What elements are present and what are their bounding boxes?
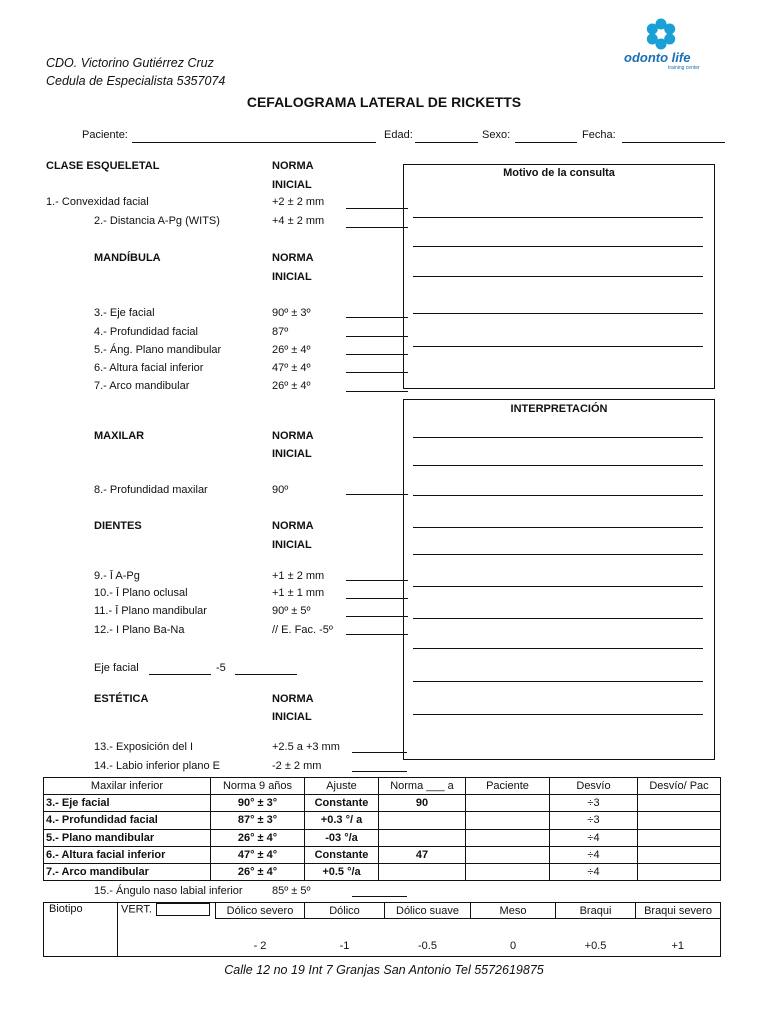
biotipo-type: Meso [471, 903, 556, 919]
table-header: Ajuste [305, 778, 379, 795]
interpretacion-line[interactable] [413, 681, 703, 682]
table-cell: ÷3 [550, 812, 638, 829]
biotipo-value: -0.5 [385, 919, 471, 957]
item-norm: 90º ± 3º [272, 307, 311, 319]
item-norm: +2.5 a +3 mm [272, 741, 340, 753]
table-cell: 5.- Plano mandibular [44, 829, 211, 846]
section-mandibula: MANDÍBULA [94, 252, 161, 264]
item-norm: 47º ± 4º [272, 362, 311, 374]
item-label: 3.- Eje facial [94, 307, 155, 319]
table-header: Paciente [466, 778, 550, 795]
item-answer-line[interactable] [346, 598, 408, 599]
biotipo-value: +0.5 [556, 919, 636, 957]
table-cell: Constante [305, 795, 379, 812]
vert-input-box[interactable] [156, 903, 210, 916]
table-cell: ÷3 [550, 795, 638, 812]
table-cell[interactable] [379, 829, 466, 846]
label-sexo: Sexo: [482, 129, 511, 141]
section-dientes: DIENTES [94, 520, 142, 532]
eje-facial-field[interactable] [149, 674, 211, 675]
table-cell: 3.- Eje facial [44, 795, 211, 812]
item-label: 1.- Convexidad facial [46, 196, 149, 208]
table-cell: -03 °/a [305, 829, 379, 846]
table-header: Maxilar inferior [44, 778, 211, 795]
item-answer-line[interactable] [346, 317, 408, 318]
logo [624, 14, 708, 74]
doctor-name: CDO. Victorino Gutiérrez Cruz [46, 56, 214, 70]
table-cell[interactable] [638, 863, 721, 880]
item-answer-line[interactable] [352, 771, 407, 772]
table-row [44, 829, 721, 846]
table-cell: 7.- Arco mandibular [44, 863, 211, 880]
table-cell: ÷4 [550, 863, 638, 880]
biotipo-table [43, 902, 721, 957]
table-cell: 90° ± 3° [211, 795, 305, 812]
table-cell[interactable]: 47 [379, 846, 466, 863]
item-answer-line[interactable] [346, 634, 408, 635]
eje-facial-result-field[interactable] [235, 674, 297, 675]
inicial-heading: INICIAL [272, 448, 312, 460]
inicial-heading: INICIAL [272, 271, 312, 283]
biotipo-value: +1 [636, 919, 721, 957]
maxilar-inferior-table [43, 777, 721, 881]
biotipo-label: Biotipo [44, 903, 118, 957]
item-norm: 26º ± 4º [272, 344, 311, 356]
footer-address: Calle 12 no 19 Int 7 Granjas San Antonio Tel 5572619875 [224, 963, 544, 977]
license-number: Cedula de Especialista 5357074 [46, 74, 226, 88]
table-cell[interactable] [379, 812, 466, 829]
interpretacion-line[interactable] [413, 714, 703, 715]
item-label: 9.- Ī A-Pg [94, 570, 140, 582]
item-norm: 85º ± 5º [272, 885, 311, 897]
table-header: Norma ___ a [379, 778, 466, 795]
biotipo-type: Braqui [556, 903, 636, 919]
item-answer-line[interactable] [346, 616, 408, 617]
table-row [44, 795, 721, 812]
interpretacion-line[interactable] [413, 527, 703, 528]
inicial-heading: INICIAL [272, 539, 312, 551]
item-label: 7.- Arco mandibular [94, 380, 190, 392]
interpretacion-line[interactable] [413, 554, 703, 555]
logo-subtext: training center [668, 65, 700, 71]
table-header: Desvío [550, 778, 638, 795]
table-cell[interactable] [466, 863, 550, 880]
interpretacion-line[interactable] [413, 618, 703, 619]
item-answer-line[interactable] [346, 354, 408, 355]
interpretacion-line[interactable] [413, 648, 703, 649]
table-cell: ÷4 [550, 846, 638, 863]
table-cell: 47° ± 4° [211, 846, 305, 863]
item-answer-line[interactable] [346, 494, 408, 495]
item-label: 13.- Exposición del I [94, 741, 194, 753]
table-cell[interactable] [466, 846, 550, 863]
label-edad: Edad: [384, 129, 413, 141]
item-norm: 90º ± 5º [272, 605, 311, 617]
item-label: 2.- Distancia A-Pg (WITS) [94, 215, 220, 227]
inicial-heading: INICIAL [272, 179, 312, 191]
table-header-row [44, 778, 721, 795]
vert-label: VERT. [121, 903, 152, 916]
vert-cell [118, 903, 216, 957]
table-cell[interactable] [466, 829, 550, 846]
label-paciente: Paciente: [82, 129, 128, 141]
biotipo-type: Braqui severo [636, 903, 721, 919]
interpretacion-line[interactable] [413, 495, 703, 496]
table-cell: 6.- Altura facial inferior [44, 846, 211, 863]
motivo-line[interactable] [413, 217, 703, 218]
item-label: 6.- Altura facial inferior [94, 362, 204, 374]
item-norm: +1 ± 2 mm [272, 570, 325, 582]
item-label: 15.- Ángulo naso labial inferior [94, 885, 243, 897]
table-cell: Constante [305, 846, 379, 863]
inicial-heading: INICIAL [272, 711, 312, 723]
biotipo-value: - 2 [216, 919, 305, 957]
table-cell[interactable] [638, 812, 721, 829]
norma-heading: NORMA [272, 693, 314, 705]
biotipo-type: Dólico severo [216, 903, 305, 919]
table-cell: 87° ± 3° [211, 812, 305, 829]
interpretacion-line[interactable] [413, 465, 703, 466]
item-answer-line[interactable] [352, 896, 407, 897]
item-norm: 87º [272, 326, 289, 338]
item-norm: +2 ± 2 mm [272, 196, 325, 208]
table-cell[interactable] [638, 829, 721, 846]
table-row [44, 812, 721, 829]
table-cell: 26° ± 4° [211, 863, 305, 880]
item-answer-line[interactable] [352, 752, 407, 753]
norma-heading: NORMA [272, 430, 314, 442]
interpretacion-line[interactable] [413, 586, 703, 587]
table-header: Desvío/ Pac [638, 778, 721, 795]
item-norm: 90º [272, 484, 289, 496]
table-row [44, 863, 721, 880]
flower-icon [628, 14, 708, 54]
motivo-line[interactable] [413, 313, 703, 314]
table-header: Norma 9 años [211, 778, 305, 795]
table-cell: 26° ± 4° [211, 829, 305, 846]
interpretacion-line[interactable] [413, 437, 703, 438]
sexo-field[interactable] [515, 142, 577, 143]
item-norm: +1 ± 1 mm [272, 587, 325, 599]
item-label: 12.- I Plano Ba-Na [94, 624, 185, 636]
biotipo-type: Dólico suave [385, 903, 471, 919]
label-fecha: Fecha: [582, 129, 616, 141]
biotipo-value: 0 [471, 919, 556, 957]
table-cell: ÷4 [550, 829, 638, 846]
norma-heading: NORMA [272, 252, 314, 264]
item-label: 14.- Labio inferior plano E [94, 760, 220, 772]
motivo-title: Motivo de la consulta [503, 167, 615, 179]
section-maxilar: MAXILAR [94, 430, 145, 442]
item-answer-line[interactable] [346, 227, 408, 228]
section-estetica: ESTÉTICA [94, 693, 149, 705]
motivo-line[interactable] [413, 276, 703, 277]
item-answer-line[interactable] [346, 391, 408, 392]
table-row [44, 846, 721, 863]
interpretacion-box[interactable] [403, 399, 715, 760]
logo-text: odonto life [624, 50, 691, 65]
item-label: 8.- Profundidad maxilar [94, 484, 208, 496]
paciente-field[interactable] [132, 142, 376, 143]
edad-field[interactable] [415, 142, 478, 143]
item-label: 4.- Profundidad facial [94, 326, 198, 338]
item-norm: 26º ± 4º [272, 380, 311, 392]
item-label: 11.- Ī Plano mandibular [94, 605, 207, 617]
page-title: CEFALOGRAMA LATERAL DE RICKETTS [246, 94, 522, 110]
motivo-line[interactable] [413, 346, 703, 347]
table-cell: +0.5 °/a [305, 863, 379, 880]
table-cell[interactable] [638, 846, 721, 863]
table-cell[interactable] [638, 795, 721, 812]
eje-facial-minus: -5 [216, 662, 226, 674]
table-cell: +0.3 °/ a [305, 812, 379, 829]
biotipo-value: -1 [305, 919, 385, 957]
item-norm: -2 ± 2 mm [272, 760, 322, 772]
item-answer-line[interactable] [346, 372, 408, 373]
item-label: 5.- Áng. Plano mandibular [94, 344, 222, 356]
biotipo-header-row [44, 903, 721, 919]
section-clase-esqueletal: CLASE ESQUELETAL [46, 160, 160, 172]
item-answer-line[interactable] [346, 336, 408, 337]
fecha-field[interactable] [622, 142, 725, 143]
norma-heading: NORMA [272, 520, 314, 532]
table-cell[interactable] [466, 795, 550, 812]
item-answer-line[interactable] [346, 208, 408, 209]
eje-facial-label: Eje facial [94, 662, 139, 674]
item-norm: +4 ± 2 mm [272, 215, 325, 227]
table-cell[interactable]: 90 [379, 795, 466, 812]
table-cell: 4.- Profundidad facial [44, 812, 211, 829]
motivo-line[interactable] [413, 246, 703, 247]
norma-heading: NORMA [272, 160, 314, 172]
item-answer-line[interactable] [346, 580, 408, 581]
biotipo-type: Dólico [305, 903, 385, 919]
table-cell[interactable] [466, 812, 550, 829]
interpretacion-title: INTERPRETACIÓN [510, 403, 608, 415]
item-label: 10.- Ī Plano oclusal [94, 587, 188, 599]
item-norm: // E. Fac. -5º [272, 624, 333, 636]
table-cell[interactable] [379, 863, 466, 880]
